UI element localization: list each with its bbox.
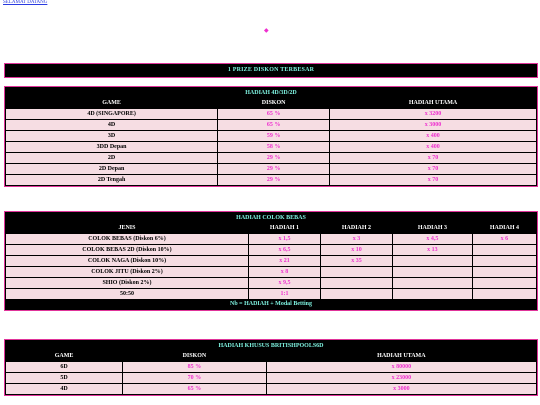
table2-footer-note: Nb = HADIAH + Modal Betting bbox=[6, 300, 536, 309]
table-row bbox=[6, 234, 536, 244]
row-diskon: 65 % bbox=[123, 384, 266, 394]
table-row bbox=[6, 256, 536, 266]
row-hadiah4 bbox=[473, 267, 536, 277]
row-game: 2D Tengah bbox=[6, 175, 217, 185]
table-row bbox=[6, 153, 536, 163]
row-diskon: 59 % bbox=[218, 131, 329, 141]
row-hadiah2 bbox=[321, 267, 392, 277]
row-game: 3DD Depan bbox=[6, 142, 217, 152]
table2-title: HADIAH COLOK BEBAS bbox=[6, 213, 536, 223]
table3-header-hadiah: HADIAH UTAMA bbox=[267, 352, 536, 361]
table-row bbox=[6, 109, 536, 119]
table3-title: HADIAH KHUSUS BRITISHPOOLS6D bbox=[6, 341, 536, 351]
row-hadiah1: x 6,5 bbox=[249, 245, 320, 255]
table-colok-bebas bbox=[4, 211, 538, 311]
row-hadiah1: x 1,5 bbox=[249, 234, 320, 244]
row-hadiah4: x 6 bbox=[473, 234, 536, 244]
row-hadiah3 bbox=[393, 256, 472, 266]
table-row bbox=[6, 362, 536, 372]
row-jenis: COLOK BEBAS 2D (Diskon 10%) bbox=[6, 245, 248, 255]
row-game: 6D bbox=[6, 362, 122, 372]
diamond-icon: ◆ bbox=[264, 28, 269, 34]
table2-header-jenis: JENIS bbox=[6, 224, 248, 233]
row-hadiah: x 70 bbox=[330, 153, 536, 163]
table1-header-game: GAME bbox=[6, 99, 217, 108]
row-hadiah4 bbox=[473, 245, 536, 255]
row-diskon: 58 % bbox=[218, 142, 329, 152]
table-4d3d2d bbox=[4, 86, 538, 187]
row-hadiah1: x 9,5 bbox=[249, 278, 320, 288]
table-row bbox=[6, 245, 536, 255]
table-row bbox=[6, 120, 536, 130]
table1-header-diskon: DISKON bbox=[218, 99, 329, 108]
row-hadiah2: x 35 bbox=[321, 256, 392, 266]
row-game: 3D bbox=[6, 131, 217, 141]
row-hadiah1: x 21 bbox=[249, 256, 320, 266]
row-hadiah: x 80000 bbox=[267, 362, 536, 372]
row-hadiah3 bbox=[393, 278, 472, 288]
row-diskon: 29 % bbox=[218, 175, 329, 185]
table-row bbox=[6, 267, 536, 277]
table2-header-hadiah2: HADIAH 2 bbox=[321, 224, 392, 233]
table2-header-hadiah3: HADIAH 3 bbox=[393, 224, 472, 233]
table-britishpools6d bbox=[4, 339, 538, 396]
row-jenis: COLOK BEBAS (Diskon 6%) bbox=[6, 234, 248, 244]
table-row bbox=[6, 164, 536, 174]
table1-title: HADIAH 4D/3D/2D bbox=[6, 88, 536, 98]
table2-header-hadiah1: HADIAH 1 bbox=[249, 224, 320, 233]
table-row bbox=[6, 142, 536, 152]
table-row bbox=[6, 278, 536, 288]
row-jenis: SHIO (Diskon 2%) bbox=[6, 278, 248, 288]
table-row bbox=[6, 289, 536, 299]
table-row bbox=[6, 175, 536, 185]
row-diskon: 70 % bbox=[123, 373, 266, 383]
row-diskon: 29 % bbox=[218, 164, 329, 174]
row-hadiah: x 70 bbox=[330, 175, 536, 185]
row-hadiah2 bbox=[321, 278, 392, 288]
row-game: 4D (SINGAPORE) bbox=[6, 109, 217, 119]
row-hadiah: x 23000 bbox=[267, 373, 536, 383]
row-hadiah4 bbox=[473, 256, 536, 266]
row-game: 2D bbox=[6, 153, 217, 163]
row-hadiah: x 3000 bbox=[267, 384, 536, 394]
table3-header-diskon: DISKON bbox=[123, 352, 266, 361]
row-diskon: 65 % bbox=[218, 109, 329, 119]
row-game: 4D bbox=[6, 384, 122, 394]
top-link[interactable]: SELAMAT DATANG bbox=[3, 0, 48, 5]
table3-header-game: GAME bbox=[6, 352, 122, 361]
row-diskon: 85 % bbox=[123, 362, 266, 372]
row-jenis: COLOK JITU (Diskon 2%) bbox=[6, 267, 248, 277]
row-jenis: 50:50 bbox=[6, 289, 248, 299]
row-hadiah: x 70 bbox=[330, 164, 536, 174]
row-hadiah: x 400 bbox=[330, 131, 536, 141]
table-row bbox=[6, 131, 536, 141]
row-hadiah3 bbox=[393, 267, 472, 277]
row-hadiah3: x 13 bbox=[393, 245, 472, 255]
table2-header-hadiah4: HADIAH 4 bbox=[473, 224, 536, 233]
row-hadiah2 bbox=[321, 289, 392, 299]
row-diskon: 65 % bbox=[218, 120, 329, 130]
row-hadiah2: x 10 bbox=[321, 245, 392, 255]
row-game: 5D bbox=[6, 373, 122, 383]
row-hadiah3: x 4,5 bbox=[393, 234, 472, 244]
row-diskon: 29 % bbox=[218, 153, 329, 163]
row-hadiah2: x 3 bbox=[321, 234, 392, 244]
row-hadiah4 bbox=[473, 289, 536, 299]
row-hadiah4 bbox=[473, 278, 536, 288]
table-row bbox=[6, 384, 536, 394]
table1-header-hadiah: HADIAH UTAMA bbox=[330, 99, 536, 108]
row-hadiah: x 400 bbox=[330, 142, 536, 152]
row-hadiah: x 3200 bbox=[330, 109, 536, 119]
prize-banner bbox=[4, 63, 538, 78]
table-row bbox=[6, 373, 536, 383]
row-hadiah1: 1:1 bbox=[249, 289, 320, 299]
row-hadiah: x 3000 bbox=[330, 120, 536, 130]
row-game: 2D Depan bbox=[6, 164, 217, 174]
row-hadiah3 bbox=[393, 289, 472, 299]
row-jenis: COLOK NAGA (Diskon 10%) bbox=[6, 256, 248, 266]
row-hadiah1: x 8 bbox=[249, 267, 320, 277]
row-game: 4D bbox=[6, 120, 217, 130]
banner-text: 1 PRIZE DISKON TERBESAR bbox=[6, 65, 536, 76]
